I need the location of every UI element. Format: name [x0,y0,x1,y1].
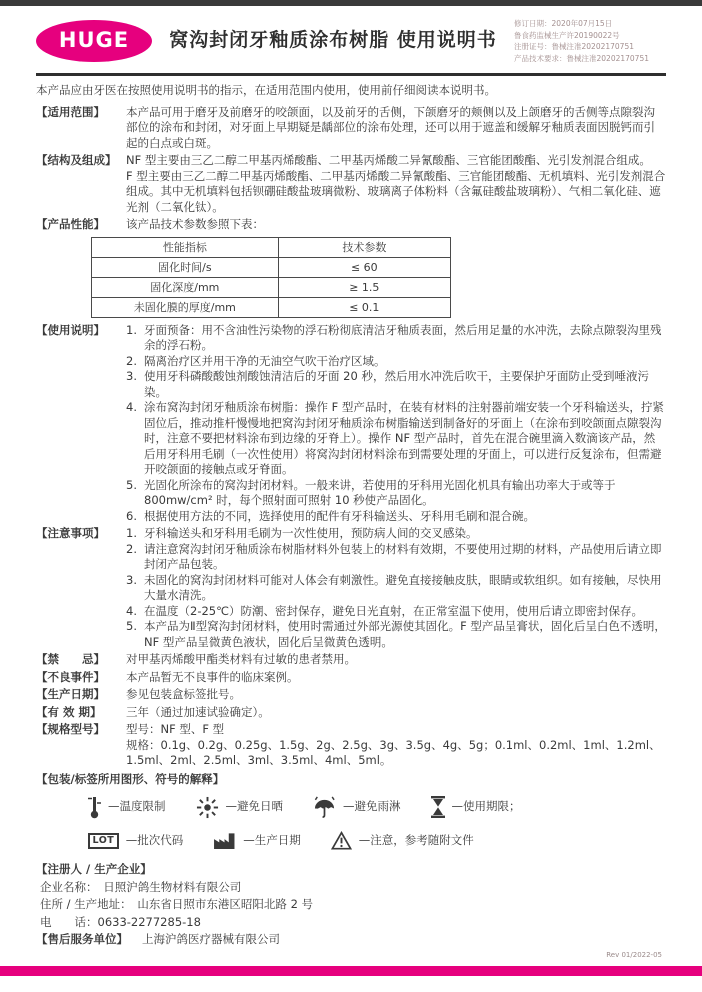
header-divider [36,73,666,76]
umbrella-rain-icon [313,796,336,819]
performance-table [91,237,451,318]
section-performance [36,217,666,233]
section-performance-label: 【产品性能】 [36,217,105,231]
list-item: 1. 牙科输送头和牙科用毛刷为一次性使用，预防病人间的交叉感染。 [126,526,478,540]
footer-brand-bar [0,966,702,976]
table-row [92,297,451,317]
section-composition-label: 【结构及组成】 [36,153,117,167]
symbol-rain-label: —避免雨淋 [343,799,401,814]
symbol-temperature [88,795,166,819]
symbol-lot [88,833,183,849]
symbol-mfg-date-label: —生产日期 [243,832,301,847]
table-header-parameter: 技术参数 [278,237,450,257]
composition-nf-text: NF 型主要由三乙二醇二甲基丙烯酸酯、二甲基丙烯酸二异氰酸酯、三官能团酸酯、光引发剂混合组成。 [126,153,651,167]
lot-icon: LOT [88,833,119,849]
meta-line-revision-date: 修订日期：2020年07月15日 [514,19,613,28]
list-item: 3. 使用牙科磷酸酸蚀剂酸蚀清洁后的牙面 20 秒，然后用水冲洗后吹干，主要保护牙面防止受到唾液污染。 [126,369,649,399]
symbol-temperature-label: —温度限制 [108,799,166,814]
meta-line-registration-no: 注册证号：鲁械注准20202170751 [514,42,634,51]
section-adverse-events: 【不良事件】 本产品暂无不良事件的临床案例。 [36,669,299,684]
revision-meta [514,18,666,64]
symbol-sunlight [196,796,284,819]
section-composition [36,153,666,215]
table-row [92,257,451,277]
section-spec [36,722,666,769]
thermometer-icon [88,795,101,819]
section-spec-label: 【规格型号】 [36,722,105,736]
header [36,18,666,64]
table-cell: 未固化膜的厚度/mm [92,297,279,317]
spec-model: 型号：NF 型、F 型 [126,722,225,736]
huge-logo [36,20,152,62]
symbol-caution-label: —注意，参考随附文件 [358,832,474,847]
revision-code: Rev 01/2022-05 [606,951,662,959]
table-header-indicator: 性能指标 [92,237,279,257]
sun-icon [196,796,219,819]
section-scope-label: 【适用范围】 [36,104,105,119]
section-usage [36,323,666,525]
table-cell: ≥ 1.5 [278,277,450,297]
table-cell: ≤ 0.1 [278,297,450,317]
section-precautions [36,526,666,650]
page-title: 窝沟封闭牙釉质涂布树脂 使用说明书 [169,29,497,52]
warning-triangle-icon [331,831,352,850]
list-item: 4. 涂布窝沟封闭牙釉质涂布树脂：操作 F 型产品时，在装有材料的注射器前端安装一个牙科输送头，拧紧固位后，推动推杆慢慢地把窝沟封闭牙釉质涂布树脂输送到制备好的牙面上（在涂布到咬颌面点隙裂沟时，注意不要把材料涂布到边缘的牙脊上）。操作 NF 型产品时，首先在混合碗里滴入数滴该产品，然后用牙科用毛刷（一次性使用）将窝沟封闭材料涂布到需要处理的牙面上，可以进行反复涂布，但需避开咬颌面的接触点或牙脊面。 [126,400,664,476]
page-top-strip [0,0,702,6]
symbol-expiry-label: —使用期限； [451,799,521,814]
factory-icon [213,831,236,850]
section-scope-text: 本产品可用于磨牙及前磨牙的咬颌面，以及前牙的舌侧，下颌磨牙的颊侧以及上颌磨牙的舌侧等点隙裂沟部位的涂布和封闭，对牙面上早期疑是龋部位的涂布处理，还可以用于遮盖和缓解牙釉质表面因脱钙而引起的白点或白斑。 [126,104,655,150]
performance-lead: 该产品技术参数参照下表： [126,217,264,231]
symbol-sunlight-label: —避免日晒 [225,799,283,814]
symbols-row-2 [88,831,666,850]
list-item: 3. 未固化的窝沟封闭材料可能对人体会有刺激性。避免直接接触皮肤，眼睛或软组织。如有接触，尽快用大量水清洗。 [126,572,662,602]
huge-logo-text: HUGE [58,28,130,53]
section-registrant-label: 【注册人 / 生产企业】 [36,862,152,876]
section-usage-label: 【使用说明】 [36,322,105,337]
section-precautions-label: 【注意事项】 [36,526,105,540]
symbol-expiry [431,796,521,818]
hourglass-icon [431,796,445,818]
after-sale-company: 上海沪鸽医疗器械有限公司 [142,932,280,946]
list-item: 6. 根据使用方法的不同，选择使用的配件有牙科输送头、牙科用毛刷和混合碗。 [126,508,535,523]
table-cell: ≤ 60 [278,257,450,277]
table-row [92,277,451,297]
intro-statement: 本产品应由牙医在按照使用说明书的指示，在适用范围内使用，使用前仔细阅读本说明书。 [36,83,496,97]
table-header-row [92,237,451,257]
list-item: 5. 本产品为Ⅱ型窝沟封闭材料，使用时需通过外部光源使其固化。F 型产品呈膏状，固化后呈白色不透明，NF 型产品呈微黄色液状，固化后呈微黄色透明。 [126,619,666,649]
symbol-rain [313,796,401,819]
meta-line-production-license: 鲁食药监械生产许20190022号 [514,30,620,40]
registrant-company: 企业名称： 日照沪鸽生物材料有限公司 [40,879,242,894]
symbol-lot-label: —批次代码 [125,832,184,847]
table-cell: 固化时间/s [92,257,279,277]
composition-f-text: F 型主要由三乙二醇二甲基丙烯酸酯、二甲基丙烯酸二异氰酸酯、三官能团酸酯、无机填料、光引发剂混合组成。其中无机填料包括钡硼硅酸盐玻璃微粉、玻璃离子体粉料（含氟硅酸盐玻璃粉）、气相二氧化硅、遮光剂（二氧化钛）。 [126,168,666,214]
list-item: 5. 光固化所涂布的窝沟封闭材料。一般来讲，若使用的牙科用光固化机具有输出功率大于或等于 800mw/cm² 时，每个照射面可照射 10 秒使产品固化。 [126,477,616,507]
registrant-phone: 电 话：0633-2277285-18 [40,914,201,929]
after-sale-label: 【售后服务单位】 [36,932,128,946]
symbol-mfg-date [213,831,301,850]
section-after-sale [36,932,666,948]
symbol-caution [331,831,474,850]
spec-sizes: 规格：0.1g、0.2g、0.25g、1.5g、2g、2.5g、3g、3.5g、4g、5g；0.1ml、0.2ml、1ml、1.2ml、1.5ml、2ml、2.5ml、3ml、3.5ml、4ml、5ml。 [126,737,661,767]
registrant-info [40,880,666,931]
section-scope [36,105,666,152]
list-item: 2. 隔离治疗区并用干净的无油空气吹干治疗区域。 [126,353,386,368]
meta-line-tech-requirement: 产品技术要求：鲁械注准20202170751 [514,53,649,63]
section-symbols-label: 【包装/标签所用图形、符号的解释】 [36,771,225,786]
list-item: 4. 在温度（2-25℃）防潮、密封保存，避免日光直射，在正常室温下使用，使用后请立即密封保存。 [126,603,644,618]
section-contraindication: 【禁 忌】 对甲基丙烯酸甲酯类材料有过敏的患者禁用。 [36,652,356,666]
section-production-date: 【生产日期】 参见包装盒标签批号。 [36,687,241,701]
table-cell: 固化深度/mm [92,277,279,297]
registrant-address: 住所 / 生产地址： 山东省日照市东港区昭阳北路 2 号 [40,897,314,911]
list-item: 2. 请注意窝沟封闭牙釉质涂布树脂材料外包装上的材料有效期，不要使用过期的材料，产品使用后请立即封闭产品包装。 [126,541,662,571]
section-validity: 【有 效 期】 三年（通过加速试验确定）。 [36,704,270,719]
list-item: 1. 牙面预备：用不含油性污染物的浮石粉彻底清洁牙釉质表面，然后用足量的水冲洗，去除点隙裂沟里残余的浮石粉。 [126,322,662,352]
symbols-row-1 [88,795,666,819]
